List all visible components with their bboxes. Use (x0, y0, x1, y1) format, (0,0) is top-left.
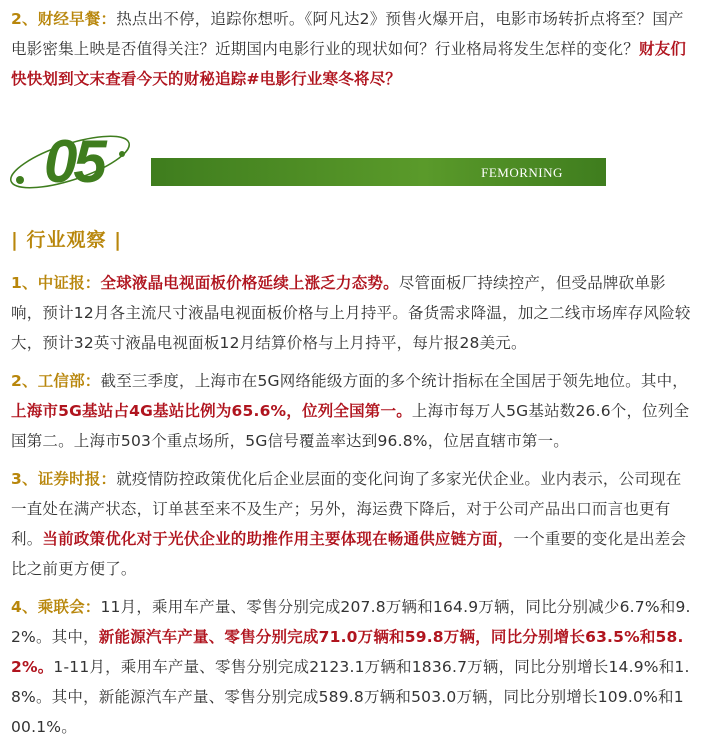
orbit-dot-small-icon (119, 151, 125, 157)
item-text: 一个重要的变化是出差会比之前更方便了。 (11, 530, 687, 578)
news-item-3 (11, 464, 691, 584)
item-source: 中证报： (37, 274, 101, 292)
intro-highlight: 财友们快快划到文末查看今天的财秘追踪#电影行业寒冬将尽？ (11, 40, 687, 88)
item-text: 就疫情防控政策优化后企业层面的变化问询了多家光伏企业。业内表示，公司现在一直处在满产状态，订单甚至来不及生产；另外，海运费下降后，对于公司产品出口而言也更有利。 (11, 470, 682, 548)
news-item-1 (11, 268, 691, 358)
item-text-red: 新能源汽车产量、零售分别完成71.0万辆和59.8万辆，同比分别增长63.5%和58.2%。 (11, 628, 684, 676)
news-item-2 (11, 366, 691, 456)
item-number: 3、 (11, 470, 38, 488)
section-banner (0, 122, 701, 200)
news-item-4 (11, 592, 691, 742)
item-text: 1-11月，乘用车产量、零售分别完成2123.1万辆和1836.7万辆，同比分别增长14.9%和1.8%。其中，新能源汽车产量、零售分别完成589.8万辆和503.0万辆，同比分别增长109.0%和100.1%。 (11, 658, 690, 736)
intro-label: 财经早餐： (37, 10, 117, 28)
orbit-dot-icon (16, 176, 24, 184)
intro-number: 2、 (11, 10, 38, 28)
item-text-red: 当前政策优化对于光伏企业的助推作用主要体现在畅通供应链方面， (42, 530, 514, 548)
banner-brand: FEMORNING (481, 165, 563, 180)
item-number: 4、 (11, 598, 38, 616)
intro-paragraph (11, 4, 691, 94)
banner-graphic (0, 122, 701, 200)
intro-text: 热点出不停，追踪你想听。《阿凡达2》预售火爆开启，电影市场转折点将至？国产电影密集上映是否值得关注？近期国内电影行业的现状如何？行业格局将发生怎样的变化？ (11, 10, 684, 58)
item-text: 尽管面板厂持续控产，但受品牌砍单影响，预计12月各主流尺寸液晶电视面板价格与上月持平。备货需求降温，加之二线市场库存风险较大，预计32英寸液晶电视面板12月结算价格与上月持平，每片报28美元。 (11, 274, 691, 352)
item-source: 证券时报： (37, 470, 117, 488)
item-number: 1、 (11, 274, 38, 292)
item-text-red: 上海市5G基站占4G基站比例为65.6%，位列全国第一。 (11, 402, 412, 420)
item-text: 11月，乘用车产量、零售分别完成207.8万辆和164.9万辆，同比分别减少6.7%和9.2%。其中， (11, 598, 691, 646)
item-text: 截至三季度，上海市在5G网络能级方面的多个统计指标在全国居于领先地位。其中， (100, 372, 688, 390)
section-title: | 行业观察 | (11, 229, 123, 251)
item-source: 工信部： (37, 372, 101, 390)
item-source: 乘联会： (37, 598, 101, 616)
item-text: 上海市每万人5G基站数26.6个，位列全国第二。上海市503个重点场所，5G信号覆盖率达到96.8%，位居直辖市第一。 (11, 402, 690, 450)
banner-number: 05 (44, 128, 103, 195)
item-text-red: 全球液晶电视面板价格延续上涨乏力态势。 (100, 274, 399, 292)
item-number: 2、 (11, 372, 38, 390)
